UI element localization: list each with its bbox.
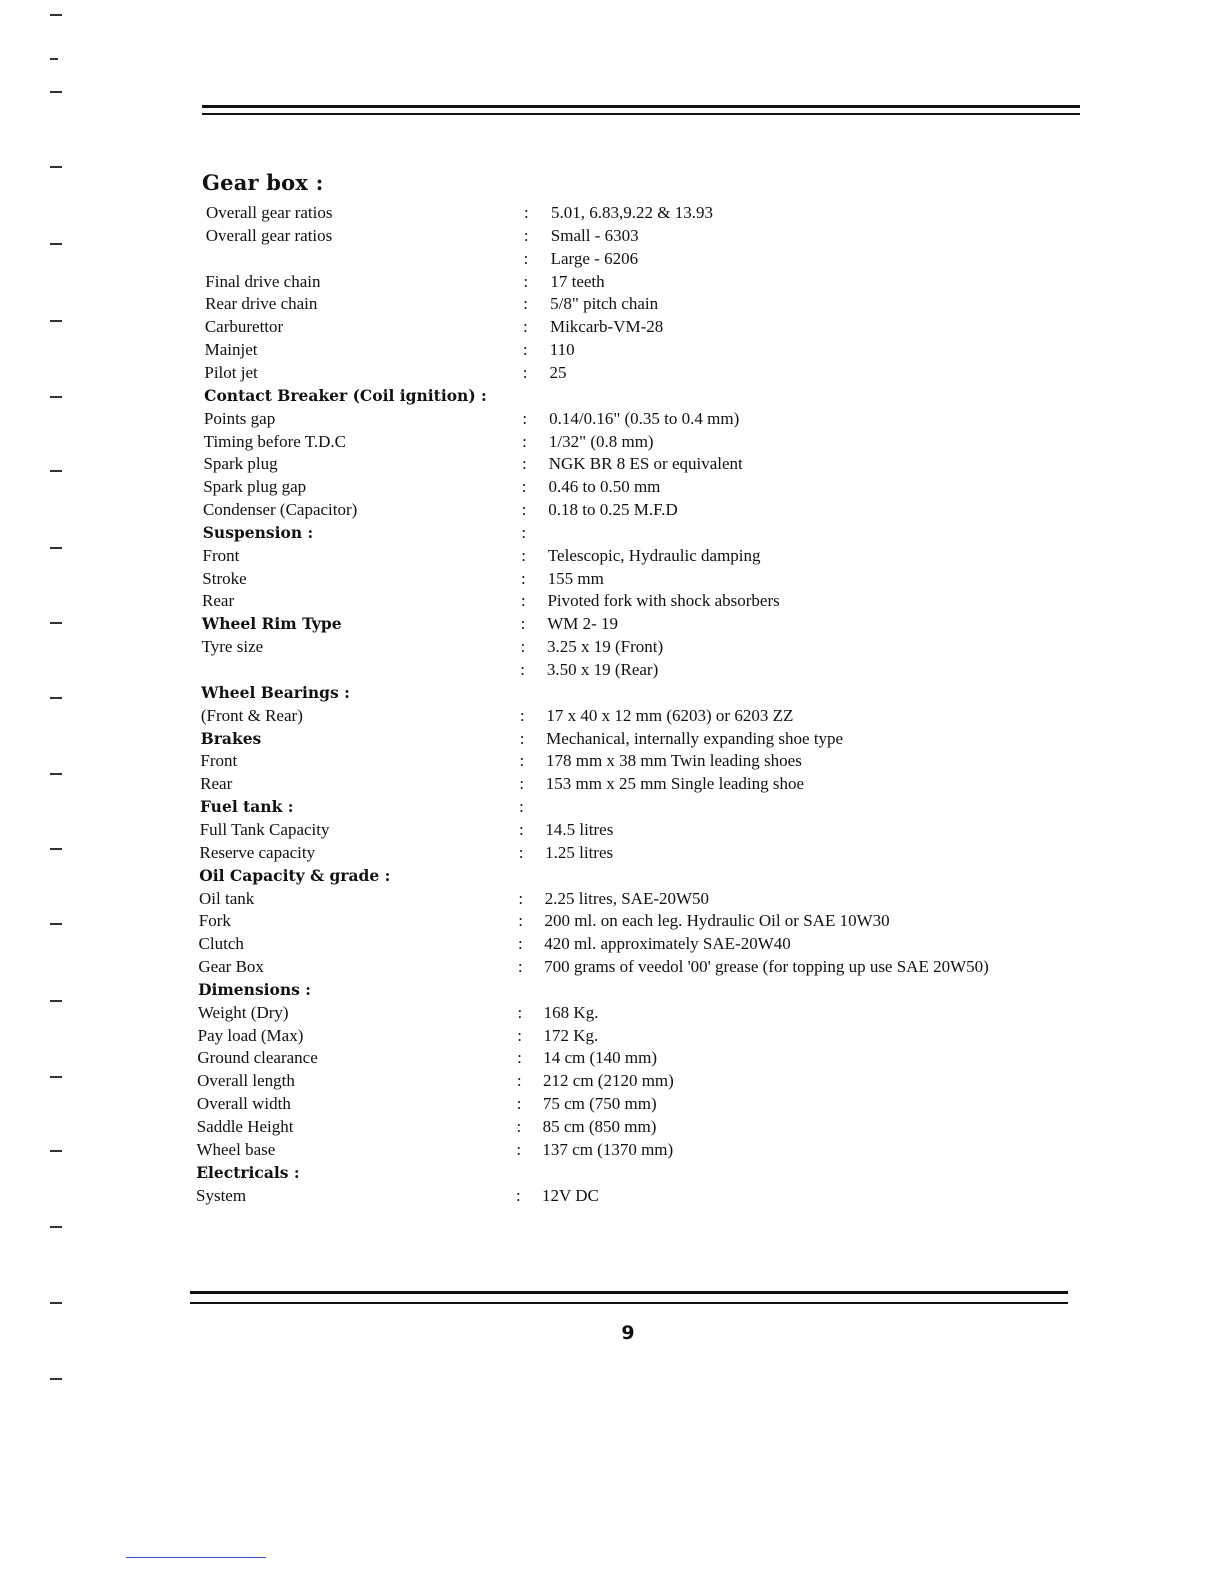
spec-value: 200 ml. on each leg. Hydraulic Oil or SAE 10W30 bbox=[544, 911, 890, 931]
spec-value: 168 Kg. bbox=[543, 1002, 599, 1022]
spec-value: 0.18 to 0.25 M.F.D bbox=[548, 500, 678, 520]
spec-label: Gear Box bbox=[198, 957, 264, 977]
spec-row bbox=[0, 338, 1224, 361]
spec-colon: : bbox=[516, 1071, 522, 1091]
spec-heading: Suspension : bbox=[202, 522, 314, 542]
spec-row bbox=[0, 658, 1224, 681]
spec-row bbox=[0, 932, 1224, 955]
spec-heading: Wheel Rim Type bbox=[201, 614, 342, 634]
spec-colon: : bbox=[522, 340, 528, 360]
spec-row bbox=[0, 635, 1224, 658]
spec-label: (Front & Rear) bbox=[200, 705, 303, 725]
spec-colon: : bbox=[523, 225, 529, 245]
spec-label: Overall gear ratios bbox=[205, 225, 333, 245]
spec-label: Tyre size bbox=[201, 637, 264, 657]
spec-label: Clutch bbox=[198, 934, 244, 954]
spec-label: Rear bbox=[202, 591, 235, 611]
spec-row bbox=[0, 1024, 1224, 1047]
spec-row bbox=[0, 704, 1224, 727]
spec-row bbox=[0, 727, 1224, 750]
spec-value: 1.25 litres bbox=[545, 842, 614, 862]
spec-value: 17 teeth bbox=[550, 271, 605, 291]
spec-label: Overall width bbox=[196, 1094, 291, 1114]
spec-row bbox=[0, 1184, 1224, 1207]
spec-heading: Fuel tank : bbox=[199, 797, 294, 817]
spec-colon: : bbox=[520, 591, 526, 611]
spec-row bbox=[0, 909, 1224, 932]
spec-label: Pay load (Max) bbox=[197, 1025, 304, 1045]
spec-colon: : bbox=[523, 248, 529, 268]
spec-label: Final drive chain bbox=[205, 271, 321, 291]
spec-value: Mikcarb-VM-28 bbox=[549, 317, 664, 337]
spec-label: Carburettor bbox=[204, 317, 284, 337]
spec-colon: : bbox=[521, 522, 527, 542]
spec-row bbox=[0, 589, 1224, 612]
spec-value: WM 2- 19 bbox=[547, 614, 619, 634]
spec-value: Large - 6206 bbox=[550, 248, 639, 268]
spec-value: 5.01, 6.83,9.22 & 13.93 bbox=[551, 203, 713, 222]
spec-heading: Oil Capacity & grade : bbox=[199, 865, 391, 885]
spec-value: 153 mm x 25 mm Single leading shoe bbox=[545, 774, 805, 794]
spec-colon: : bbox=[521, 477, 527, 497]
spec-colon: : bbox=[517, 1048, 522, 1068]
spec-row bbox=[0, 681, 1224, 704]
spec-label: Reserve capacity bbox=[199, 842, 316, 862]
spec-value: 14.5 litres bbox=[545, 819, 614, 839]
link-underline bbox=[126, 1557, 266, 1558]
spec-row bbox=[0, 1069, 1224, 1092]
spec-colon: : bbox=[518, 819, 524, 839]
spec-colon: : bbox=[523, 294, 528, 314]
spec-row bbox=[0, 567, 1224, 590]
footer-rule-thin bbox=[190, 1302, 1068, 1304]
spec-colon: : bbox=[521, 568, 526, 588]
spec-colon: : bbox=[518, 911, 523, 931]
spec-value: 12V DC bbox=[542, 1185, 599, 1205]
spec-row bbox=[0, 1092, 1224, 1115]
spec-label: Spark plug gap bbox=[203, 477, 307, 497]
spec-value: 420 ml. approximately SAE-20W40 bbox=[544, 934, 791, 954]
spec-colon: : bbox=[521, 500, 527, 520]
spec-heading: Brakes bbox=[200, 728, 262, 748]
spec-label: Points gap bbox=[203, 408, 276, 428]
spec-label: Oil tank bbox=[199, 888, 255, 908]
spec-colon: : bbox=[516, 1117, 522, 1136]
spec-row bbox=[0, 315, 1224, 338]
spec-row bbox=[0, 1115, 1224, 1138]
spec-value: 178 mm x 38 mm Twin leading shoes bbox=[545, 751, 802, 771]
spec-colon: : bbox=[520, 660, 525, 679]
spec-colon: : bbox=[516, 1185, 521, 1205]
spec-row bbox=[0, 384, 1224, 407]
spec-label: Front bbox=[200, 751, 238, 771]
spec-value: 14 cm (140 mm) bbox=[543, 1048, 658, 1068]
spec-label: Fork bbox=[198, 911, 231, 931]
spec-colon: : bbox=[517, 1025, 523, 1045]
spec-colon: : bbox=[519, 705, 525, 725]
spec-heading: Wheel Bearings : bbox=[201, 682, 350, 702]
spec-colon: : bbox=[521, 545, 526, 565]
spec-row bbox=[0, 1046, 1224, 1069]
spec-value: Small - 6303 bbox=[550, 225, 639, 245]
spec-row bbox=[0, 521, 1224, 544]
spec-colon: : bbox=[522, 431, 527, 451]
spec-value: 212 cm (2120 mm) bbox=[543, 1071, 674, 1091]
spec-value: NGK BR 8 ES or equivalent bbox=[548, 454, 743, 474]
spec-colon: : bbox=[523, 271, 529, 291]
spec-colon: : bbox=[522, 408, 528, 428]
spec-colon: : bbox=[518, 842, 524, 862]
spec-value: 700 grams of veedol '00' grease (for topping up use SAE 20W50) bbox=[544, 957, 989, 977]
spec-label: Pilot jet bbox=[204, 362, 258, 382]
section-title: Gear box : bbox=[202, 170, 324, 195]
spec-colon: : bbox=[516, 1094, 522, 1114]
spec-colon: : bbox=[519, 797, 524, 817]
spec-colon: : bbox=[519, 751, 525, 771]
spec-label: Stroke bbox=[202, 568, 247, 588]
spec-heading: Electricals : bbox=[196, 1162, 300, 1182]
spec-row bbox=[0, 864, 1224, 887]
spec-row bbox=[0, 818, 1224, 841]
spec-label: System bbox=[196, 1185, 247, 1205]
spec-colon: : bbox=[517, 1002, 523, 1022]
spec-row bbox=[0, 749, 1224, 772]
spec-row bbox=[0, 544, 1224, 567]
spec-colon: : bbox=[523, 317, 528, 337]
spec-value: 155 mm bbox=[547, 568, 604, 588]
spec-label: Ground clearance bbox=[197, 1048, 318, 1068]
spec-label: Saddle Height bbox=[196, 1117, 294, 1136]
spec-label: Timing before T.D.C bbox=[203, 431, 346, 451]
spec-row bbox=[0, 1001, 1224, 1024]
spec-label: Weight (Dry) bbox=[197, 1002, 289, 1022]
spec-label: Overall gear ratios bbox=[206, 203, 333, 222]
spec-row bbox=[0, 795, 1224, 818]
spec-row bbox=[0, 475, 1224, 498]
spec-value: Telescopic, Hydraulic damping bbox=[547, 545, 761, 565]
spec-row bbox=[0, 1161, 1224, 1184]
spec-value: 0.46 to 0.50 mm bbox=[548, 477, 661, 497]
spec-colon: : bbox=[517, 957, 523, 977]
spec-row bbox=[0, 430, 1224, 453]
spec-value: 25 bbox=[549, 362, 567, 382]
spec-heading: Dimensions : bbox=[198, 979, 312, 999]
spec-label: Condenser (Capacitor) bbox=[202, 500, 358, 520]
page-number: 9 bbox=[621, 1322, 635, 1344]
spec-label: Front bbox=[202, 545, 240, 565]
spec-row bbox=[0, 247, 1224, 270]
spec-colon: : bbox=[522, 362, 528, 382]
spec-value: 17 x 40 x 12 mm (6203) or 6203 ZZ bbox=[546, 705, 794, 725]
spec-label: Rear drive chain bbox=[205, 294, 318, 314]
spec-value: 5/8" pitch chain bbox=[550, 294, 659, 314]
spec-label: Rear bbox=[200, 774, 233, 794]
spec-value: 2.25 litres, SAE-20W50 bbox=[544, 888, 710, 908]
spec-colon: : bbox=[520, 614, 526, 634]
spec-value: 1/32" (0.8 mm) bbox=[548, 431, 654, 451]
spec-row bbox=[0, 841, 1224, 864]
spec-value: 75 cm (750 mm) bbox=[542, 1094, 657, 1114]
spec-row bbox=[0, 270, 1224, 293]
spec-value: 3.25 x 19 (Front) bbox=[547, 637, 664, 657]
spec-row bbox=[0, 1138, 1224, 1161]
spec-row bbox=[0, 498, 1224, 521]
footer-rule-thick bbox=[190, 1291, 1068, 1294]
spec-colon: : bbox=[519, 774, 525, 794]
spec-label: Mainjet bbox=[204, 340, 258, 360]
spec-row bbox=[0, 224, 1224, 247]
spec-colon: : bbox=[521, 454, 527, 474]
spec-colon: : bbox=[519, 728, 525, 748]
spec-row bbox=[0, 292, 1224, 315]
spec-row bbox=[0, 978, 1224, 1001]
spec-label: Full Tank Capacity bbox=[199, 819, 330, 839]
spec-value: 0.14/0.16" (0.35 to 0.4 mm) bbox=[549, 408, 740, 428]
spec-colon: : bbox=[518, 888, 524, 908]
spec-row bbox=[0, 201, 1224, 224]
spec-row bbox=[0, 887, 1224, 910]
spec-row bbox=[0, 772, 1224, 795]
spec-heading: Contact Breaker (Coil ignition) : bbox=[204, 385, 487, 405]
spec-row bbox=[0, 612, 1224, 635]
spec-value: 3.50 x 19 (Rear) bbox=[546, 660, 659, 679]
spec-row bbox=[0, 452, 1224, 475]
spec-value: Pivoted fork with shock absorbers bbox=[547, 591, 780, 611]
spec-value: 85 cm (850 mm) bbox=[542, 1117, 657, 1136]
spec-colon: : bbox=[524, 203, 529, 222]
spec-colon: : bbox=[520, 637, 526, 657]
spec-value: Mechanical, internally expanding shoe type bbox=[546, 728, 844, 748]
spec-row bbox=[0, 955, 1224, 978]
spec-value: 172 Kg. bbox=[543, 1025, 599, 1045]
spec-value: 110 bbox=[549, 340, 575, 360]
spec-label: Wheel base bbox=[196, 1139, 276, 1159]
spec-value: 137 cm (1370 mm) bbox=[542, 1139, 674, 1159]
spec-label: Spark plug bbox=[203, 454, 278, 474]
spec-label: Overall length bbox=[197, 1071, 295, 1091]
spec-colon: : bbox=[518, 934, 523, 954]
spec-row bbox=[0, 361, 1224, 384]
spec-row bbox=[0, 407, 1224, 430]
spec-colon: : bbox=[516, 1139, 522, 1159]
